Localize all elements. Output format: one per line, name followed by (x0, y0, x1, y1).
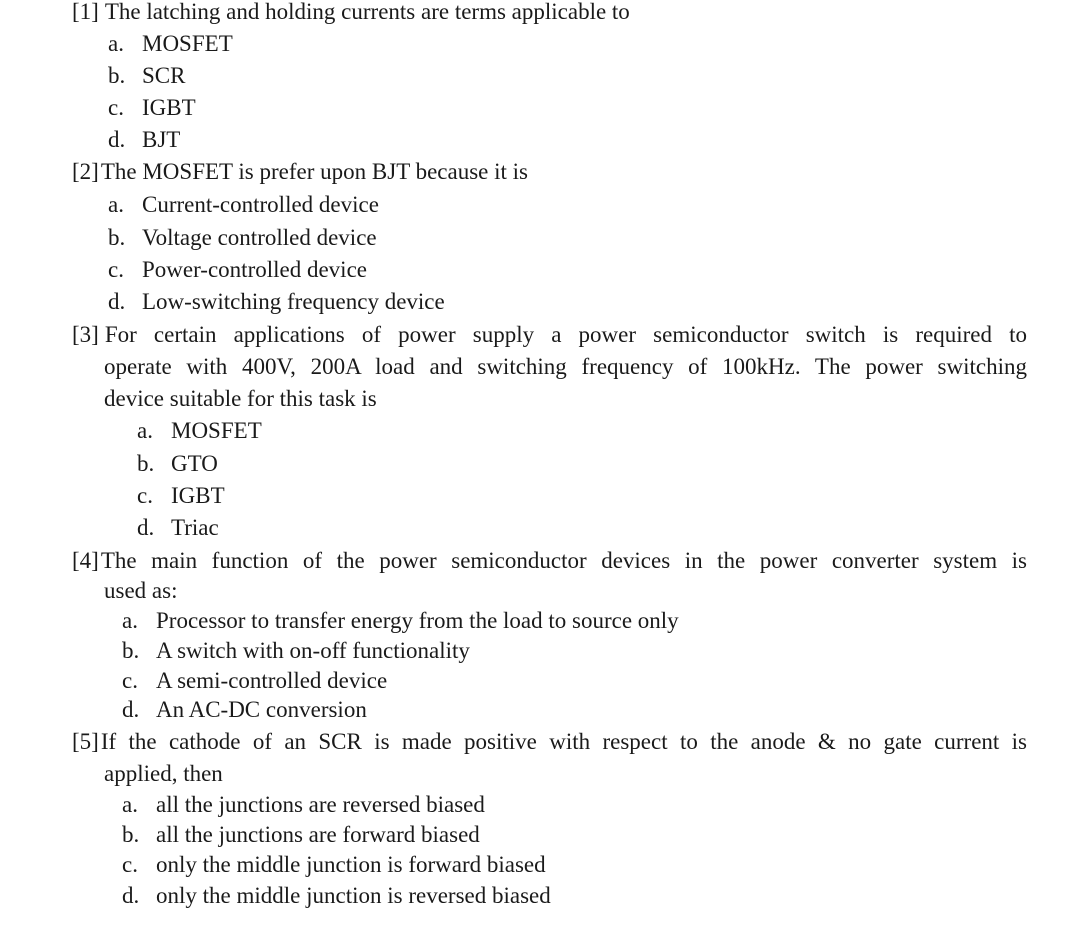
option-label: b. (122, 638, 140, 663)
question-4-option-a (122, 607, 679, 635)
option-text: Low-switching frequency device (142, 289, 445, 314)
question-1-option-c (108, 94, 196, 122)
option-label: c. (137, 483, 153, 508)
question-text: The MOSFET is prefer upon BJT because it is (100, 159, 528, 184)
option-label: a. (137, 418, 153, 443)
option-text: Power-controlled device (142, 257, 367, 282)
option-text: An AC-DC conversion (156, 697, 367, 722)
option-text: BJT (142, 127, 181, 152)
option-text: MOSFET (142, 31, 233, 56)
question-3-option-b (137, 450, 218, 478)
option-label: d. (122, 697, 140, 722)
question-2-option-c (108, 256, 367, 284)
option-text: A semi-controlled device (156, 668, 388, 693)
option-label: b. (122, 822, 140, 847)
question-text: For certain applications of power supply a power semiconductor switch is required to (104, 322, 1027, 347)
question-number: [2] (72, 159, 99, 184)
question-4-option-c (122, 667, 387, 695)
option-label: b. (108, 225, 126, 250)
question-text: operate with 400V, 200A load and switching frequency of 100kHz. The power switching (104, 354, 1027, 379)
question-1-stem (72, 0, 630, 26)
question-2-stem (72, 158, 528, 186)
question-1-option-a (108, 30, 233, 58)
option-text: only the middle junction is reversed biased (156, 883, 551, 908)
question-3-stem-line-2 (104, 353, 1027, 381)
question-number: [5] (72, 729, 99, 754)
option-label: a. (122, 792, 138, 817)
option-text: all the junctions are reversed biased (156, 792, 485, 817)
option-text: IGBT (171, 483, 225, 508)
question-5-option-b (122, 821, 480, 849)
question-5-stem-line-2 (104, 760, 223, 788)
question-text: If the cathode of an SCR is made positive with respect to the anode & no gate current is (100, 729, 1027, 754)
question-1-option-d (108, 126, 180, 154)
question-5-option-d (122, 882, 551, 910)
option-label: b. (137, 451, 155, 476)
option-label: d. (137, 515, 155, 540)
question-3-stem-line-1 (72, 321, 1027, 349)
option-label: c. (122, 852, 138, 877)
option-text: Current-controlled device (142, 192, 379, 217)
question-2-option-d (108, 288, 445, 316)
option-text: all the junctions are forward biased (156, 822, 480, 847)
question-text: applied, then (104, 761, 223, 786)
question-5-option-c (122, 851, 546, 879)
option-label: b. (108, 63, 126, 88)
question-3-option-c (137, 482, 225, 510)
option-text: Processor to transfer energy from the load to source only (156, 608, 679, 633)
option-label: c. (108, 257, 124, 282)
question-3-option-d (137, 514, 219, 542)
question-text: used as: (104, 578, 178, 603)
question-4-stem-line-2 (104, 577, 177, 605)
option-label: d. (122, 883, 140, 908)
question-number: [1] (72, 0, 99, 24)
option-text: Triac (171, 515, 219, 540)
question-1-option-b (108, 62, 185, 90)
option-label: a. (108, 31, 124, 56)
question-3-option-a (137, 417, 262, 445)
option-text: GTO (171, 451, 218, 476)
option-label: c. (108, 95, 124, 120)
question-2-option-a (108, 191, 379, 219)
question-number: [3] (72, 322, 99, 347)
question-number: [4] (72, 548, 99, 573)
option-text: only the middle junction is forward biased (156, 852, 546, 877)
option-text: MOSFET (171, 418, 262, 443)
question-4-option-d (122, 696, 367, 724)
question-text: The main function of the power semiconductor devices in the power converter system is (100, 548, 1027, 573)
option-label: d. (108, 289, 126, 314)
question-4-option-b (122, 637, 470, 665)
option-label: a. (122, 608, 138, 633)
question-3-stem-line-3 (104, 385, 377, 413)
option-text: Voltage controlled device (142, 225, 377, 250)
question-2-option-b (108, 224, 377, 252)
question-text: device suitable for this task is (104, 386, 377, 411)
question-4-stem-line-1 (72, 547, 1027, 575)
option-text: IGBT (142, 95, 196, 120)
question-text: The latching and holding currents are terms applicable to (104, 0, 630, 24)
option-label: d. (108, 127, 126, 152)
option-text: SCR (142, 63, 186, 88)
question-5-option-a (122, 791, 485, 819)
option-label: c. (122, 668, 138, 693)
question-5-stem-line-1 (72, 728, 1027, 756)
option-text: A switch with on-off functionality (156, 638, 470, 663)
option-label: a. (108, 192, 124, 217)
